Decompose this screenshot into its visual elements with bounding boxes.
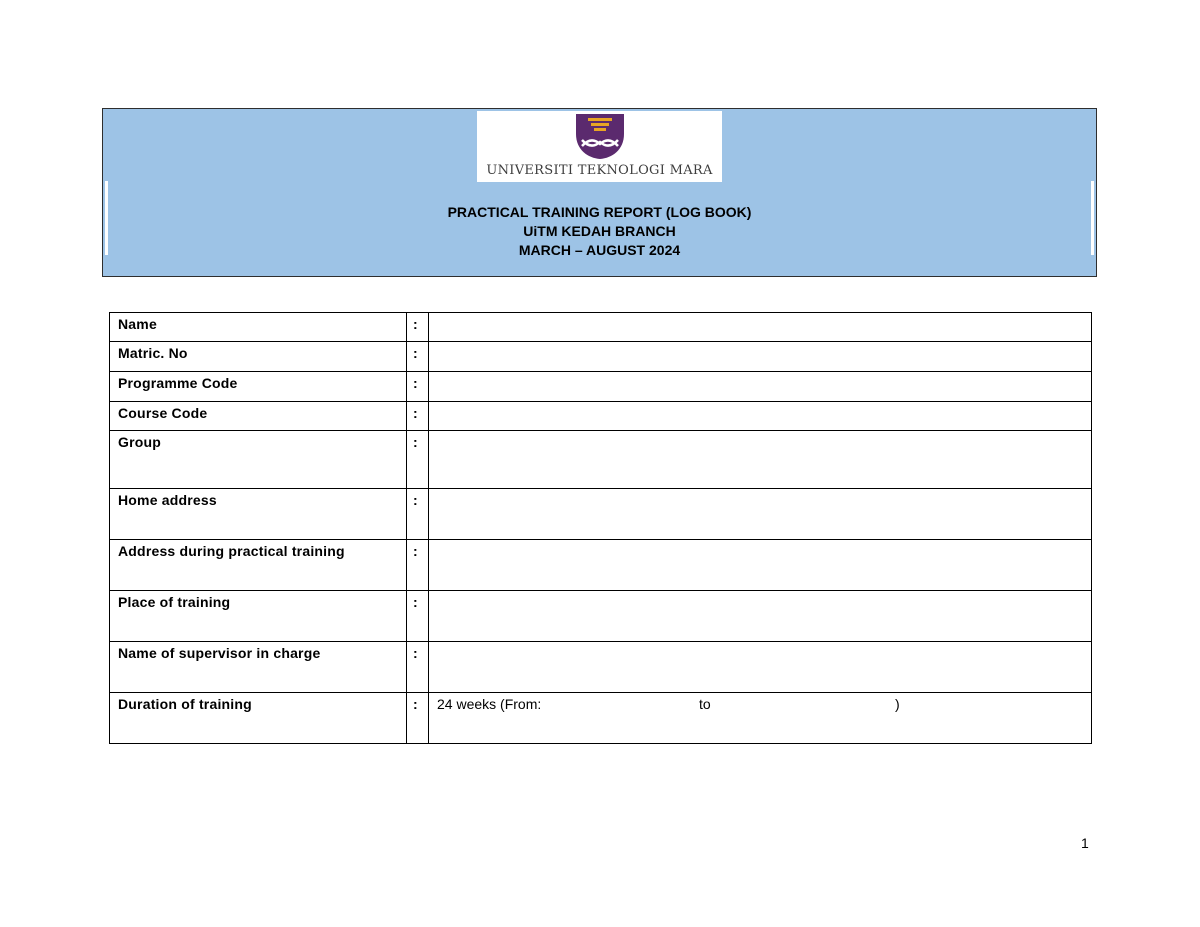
table-row: [110, 342, 1092, 372]
field-separator: :: [407, 591, 429, 642]
field-separator: :: [407, 313, 429, 342]
field-label: Group: [110, 431, 407, 489]
report-titles: [103, 203, 1096, 260]
field-separator: :: [407, 342, 429, 372]
field-label: Name of supervisor in charge: [110, 642, 407, 693]
table-row: [110, 402, 1092, 431]
field-separator: :: [407, 540, 429, 591]
field-label: Address during practical training: [110, 540, 407, 591]
table-row: [110, 489, 1092, 540]
matric-no-field[interactable]: [429, 342, 1092, 372]
field-separator: :: [407, 402, 429, 431]
branch-title: UiTM KEDAH BRANCH: [523, 223, 676, 239]
field-label: Matric. No: [110, 342, 407, 372]
course-code-field[interactable]: [429, 402, 1092, 431]
home-address-field[interactable]: [429, 489, 1092, 540]
field-separator: :: [407, 693, 429, 744]
field-label: Place of training: [110, 591, 407, 642]
programme-code-field[interactable]: [429, 372, 1092, 402]
period-title: MARCH – AUGUST 2024: [518, 242, 681, 258]
duration-close: ): [895, 696, 900, 712]
field-label: Programme Code: [110, 372, 407, 402]
field-separator: :: [407, 489, 429, 540]
field-label: Course Code: [110, 402, 407, 431]
report-title: PRACTICAL TRAINING REPORT (LOG BOOK): [447, 204, 752, 220]
logo-wordmark: UNIVERSITI TEKNOLOGI MARA: [486, 163, 713, 178]
field-label: Name: [110, 313, 407, 342]
field-label: Home address: [110, 489, 407, 540]
table-row: [110, 431, 1092, 489]
report-header: [102, 108, 1097, 277]
uitm-crest-icon: [574, 112, 626, 160]
field-separator: :: [407, 642, 429, 693]
supervisor-field[interactable]: [429, 642, 1092, 693]
field-separator: :: [407, 431, 429, 489]
page-number: 1: [1081, 835, 1089, 851]
uitm-logo: [477, 111, 722, 182]
table-row: [110, 540, 1092, 591]
table-row: [110, 313, 1092, 342]
training-address-field[interactable]: [429, 540, 1092, 591]
place-of-training-field[interactable]: [429, 591, 1092, 642]
field-separator: :: [407, 372, 429, 402]
field-label: Duration of training: [110, 693, 407, 744]
duration-field[interactable]: [429, 693, 1092, 744]
table-row: [110, 372, 1092, 402]
name-field[interactable]: [429, 313, 1092, 342]
table-row: [110, 693, 1092, 744]
duration-from: 24 weeks (From:: [437, 696, 542, 712]
student-info-table: [109, 312, 1092, 744]
duration-to: to: [699, 696, 711, 712]
table-row: [110, 591, 1092, 642]
table-row: [110, 642, 1092, 693]
group-field[interactable]: [429, 431, 1092, 489]
